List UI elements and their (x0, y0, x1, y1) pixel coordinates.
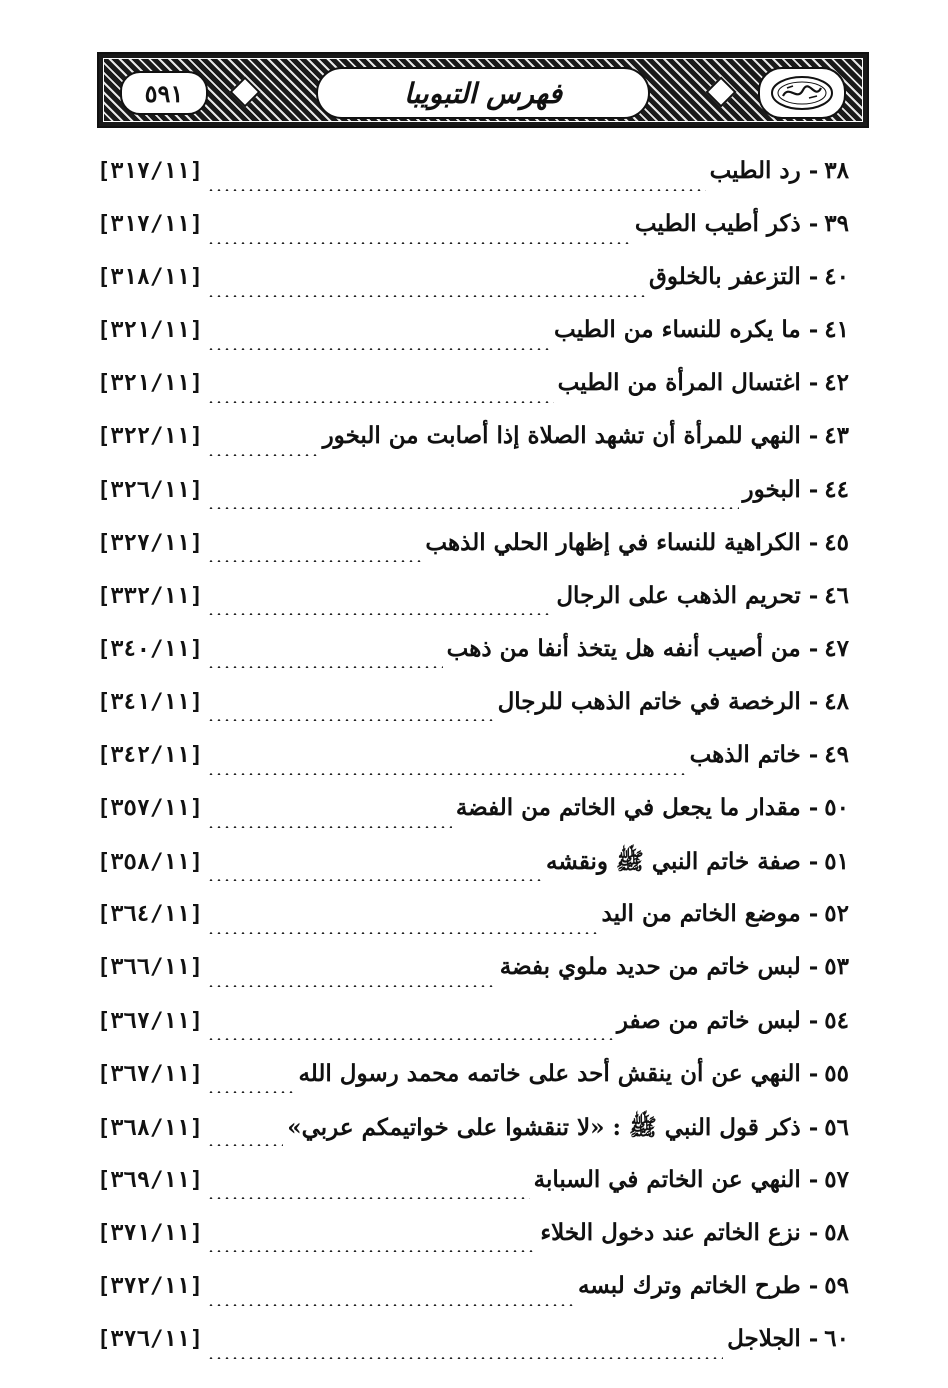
entry-reference: [٣٧١/١١] (97, 1220, 203, 1246)
entry-separator: - (808, 1271, 819, 1299)
entry-reference: [٣٢٦/١١] (97, 477, 203, 503)
dot-leader (207, 507, 739, 509)
entry-reference: [٣٦٩/١١] (97, 1167, 203, 1193)
entry-reference: [٣٦٧/١١] (97, 1008, 203, 1034)
entry-number: ٤٠ (824, 263, 849, 291)
entry-title: رد الطيب (709, 157, 801, 184)
book-seal-icon-art (769, 74, 835, 112)
entry-separator: - (808, 1165, 819, 1193)
entry-title: خاتم الذهب (689, 741, 801, 769)
entry-title: ذكر قول النبي ﷺ : «لا تنقشوا على خواتيمكم عربي» (287, 1113, 801, 1141)
toc-entry (97, 1272, 849, 1325)
entry-number: ٤٢ (824, 369, 849, 397)
dot-leader (207, 348, 550, 350)
entry-title: تحريم الذهب على الرجال (556, 581, 801, 609)
entry-title: البخور (742, 475, 801, 503)
entry-reference: [٣٤٠/١١] (97, 636, 203, 662)
entry-title: موضع الخاتم من اليد (601, 900, 801, 928)
book-seal-icon (758, 67, 846, 119)
entry-number: ٥٢ (824, 900, 849, 928)
entry-number: ٥٧ (824, 1165, 849, 1193)
toc-entry (97, 794, 849, 847)
page-header (97, 52, 869, 128)
toc-entry (97, 900, 849, 953)
entry-reference: [٣٢١/١١] (97, 318, 203, 344)
entry-number: ٤٩ (824, 741, 849, 769)
dot-leader (207, 189, 706, 191)
dot-leader (207, 613, 552, 615)
entry-title: من أصيب أنفه هل يتخذ أنفا من ذهب (446, 634, 801, 662)
dot-leader (207, 1357, 723, 1359)
toc-entry (97, 369, 849, 422)
entry-reference: [٣٥٧/١١] (97, 796, 203, 822)
entry-title: اغتسال المرأة من الطيب (557, 369, 801, 397)
entry-number: ٤٨ (824, 687, 849, 715)
entry-reference: [٣١٨/١١] (97, 265, 203, 291)
page-title: فهرس التبويبا (403, 76, 563, 110)
dot-leader (207, 1250, 536, 1252)
entry-number: ٥٩ (824, 1271, 849, 1299)
toc-entry (97, 1007, 849, 1060)
entry-separator: - (808, 210, 819, 238)
entry-number: ٤٥ (824, 528, 849, 556)
toc-entry (97, 263, 849, 316)
entry-title: التزعفر بالخلوق (649, 263, 801, 291)
toc-entry (97, 1113, 849, 1166)
entry-separator: - (808, 1059, 819, 1087)
toc-entry (97, 529, 849, 582)
entry-number: ٥٥ (824, 1059, 849, 1087)
toc-entry (97, 210, 849, 263)
entry-separator: - (808, 741, 819, 769)
toc-entry (97, 1219, 849, 1272)
entry-separator: - (808, 953, 819, 981)
dot-leader (207, 242, 631, 244)
entry-reference: [٣١٧/١١] (97, 212, 203, 238)
dot-leader (207, 719, 494, 721)
page-number-panel (120, 71, 208, 115)
page-number: ٥٩١ (144, 78, 184, 108)
ornament-diamond-icon (229, 76, 260, 107)
entry-title: ذكر أطيب الطيب (634, 210, 801, 238)
dot-leader (207, 1304, 574, 1306)
dot-leader (207, 560, 421, 562)
dot-leader (207, 1144, 283, 1146)
entry-number: ٤٤ (824, 475, 849, 503)
entry-number: ٥٠ (824, 794, 849, 822)
entry-separator: - (808, 1006, 819, 1034)
entry-separator: - (808, 1113, 819, 1141)
entry-reference: [٣٧٦/١١] (97, 1327, 203, 1353)
toc-entry (97, 422, 849, 475)
entry-separator: - (808, 475, 819, 503)
entry-number: ٤١ (824, 316, 849, 344)
entry-separator: - (808, 157, 819, 184)
dot-leader (207, 773, 686, 775)
entry-reference: [٣٢٧/١١] (97, 530, 203, 556)
entry-reference: [٣٥٨/١١] (97, 850, 203, 876)
entry-title: لبس خاتم من صفر (616, 1006, 801, 1034)
entry-title: النهي عن أن ينقش أحد على خاتمه محمد رسول الله (298, 1059, 801, 1087)
entry-title: طرح الخاتم وترك لبسه (577, 1271, 801, 1299)
toc-entry (97, 316, 849, 369)
entry-reference: [٣١٧/١١] (97, 159, 203, 184)
entry-reference: [٣٤١/١١] (97, 689, 203, 715)
entry-separator: - (808, 316, 819, 344)
entry-reference: [٣٦٨/١١] (97, 1115, 203, 1141)
entry-number: ٤٧ (824, 634, 849, 662)
entry-separator: - (808, 687, 819, 715)
entry-separator: - (808, 528, 819, 556)
entry-number: ٣٩ (824, 210, 849, 238)
header-ornamental-border (103, 58, 863, 122)
dot-leader (207, 1197, 530, 1199)
entry-title: نزع الخاتم عند دخول الخلاء (540, 1218, 801, 1246)
toc-entry (97, 1060, 849, 1113)
entry-title: النهي للمرأة أن تشهد الصلاة إذا أصابت من البخور (322, 422, 801, 450)
entry-title: ما يكره للنساء من الطيب (554, 316, 801, 344)
entry-reference: [٣٤٢/١١] (97, 743, 203, 769)
entry-number: ٦٠ (824, 1325, 849, 1353)
dot-leader (207, 401, 554, 403)
entry-number: ٥١ (824, 848, 849, 876)
entry-separator: - (808, 794, 819, 822)
toc-entry (97, 635, 849, 688)
toc-entry (97, 688, 849, 741)
toc-entry (97, 1325, 849, 1378)
entry-title: الرخصة في خاتم الذهب للرجال (497, 687, 801, 715)
entry-reference: [٣٢٢/١١] (97, 424, 203, 450)
dot-leader (207, 826, 452, 828)
entry-number: ٥٣ (824, 953, 849, 981)
entry-number: ٥٨ (824, 1218, 849, 1246)
entry-reference: [٣٦٤/١١] (97, 902, 203, 928)
entry-number: ٤٦ (824, 581, 849, 609)
entry-reference: [٣٦٧/١١] (97, 1061, 203, 1087)
entry-title: لبس خاتم من حديد ملوي بفضة (499, 953, 801, 981)
dot-leader (207, 295, 645, 297)
dot-leader (207, 666, 443, 668)
entry-number: ٥٤ (824, 1006, 849, 1034)
entry-reference: [٣٢١/١١] (97, 371, 203, 397)
header-title-panel (316, 67, 650, 119)
dot-leader (207, 454, 319, 456)
dot-leader (207, 985, 496, 987)
entry-separator: - (808, 581, 819, 609)
entry-title: الجلاجل (727, 1325, 801, 1353)
ornament-diamond-icon (705, 76, 736, 107)
entry-title: مقدار ما يجعل في الخاتم من الفضة (455, 794, 801, 822)
entry-reference: [٣٣٢/١١] (97, 583, 203, 609)
entry-separator: - (808, 848, 819, 876)
entry-reference: [٣٦٦/١١] (97, 955, 203, 981)
entry-separator: - (808, 634, 819, 662)
dot-leader (207, 879, 542, 881)
dot-leader (207, 1091, 294, 1093)
dot-leader (207, 1038, 613, 1040)
entry-number: ٤٣ (824, 422, 849, 450)
entry-separator: - (808, 422, 819, 450)
entry-title: صفة خاتم النبي ﷺ ونقشه (546, 848, 801, 876)
entry-separator: - (808, 369, 819, 397)
entry-number: ٥٦ (824, 1113, 849, 1141)
entry-title: الكراهية للنساء في إظهار الحلي الذهب (425, 528, 801, 556)
entry-number: ٣٨ (824, 157, 849, 184)
toc-entry (97, 741, 849, 794)
entry-separator: - (808, 900, 819, 928)
entry-separator: - (808, 1218, 819, 1246)
toc-entry (97, 953, 849, 1006)
table-of-contents (97, 157, 849, 1378)
entry-reference: [٣٧٢/١١] (97, 1273, 203, 1299)
toc-entry (97, 582, 849, 635)
entry-title: النهي عن الخاتم في السبابة (533, 1165, 801, 1193)
entry-separator: - (808, 1325, 819, 1353)
toc-entry (97, 847, 849, 900)
entry-separator: - (808, 263, 819, 291)
toc-entry (97, 1166, 849, 1219)
toc-entry (97, 476, 849, 529)
toc-entry (97, 157, 849, 210)
dot-leader (207, 932, 598, 934)
